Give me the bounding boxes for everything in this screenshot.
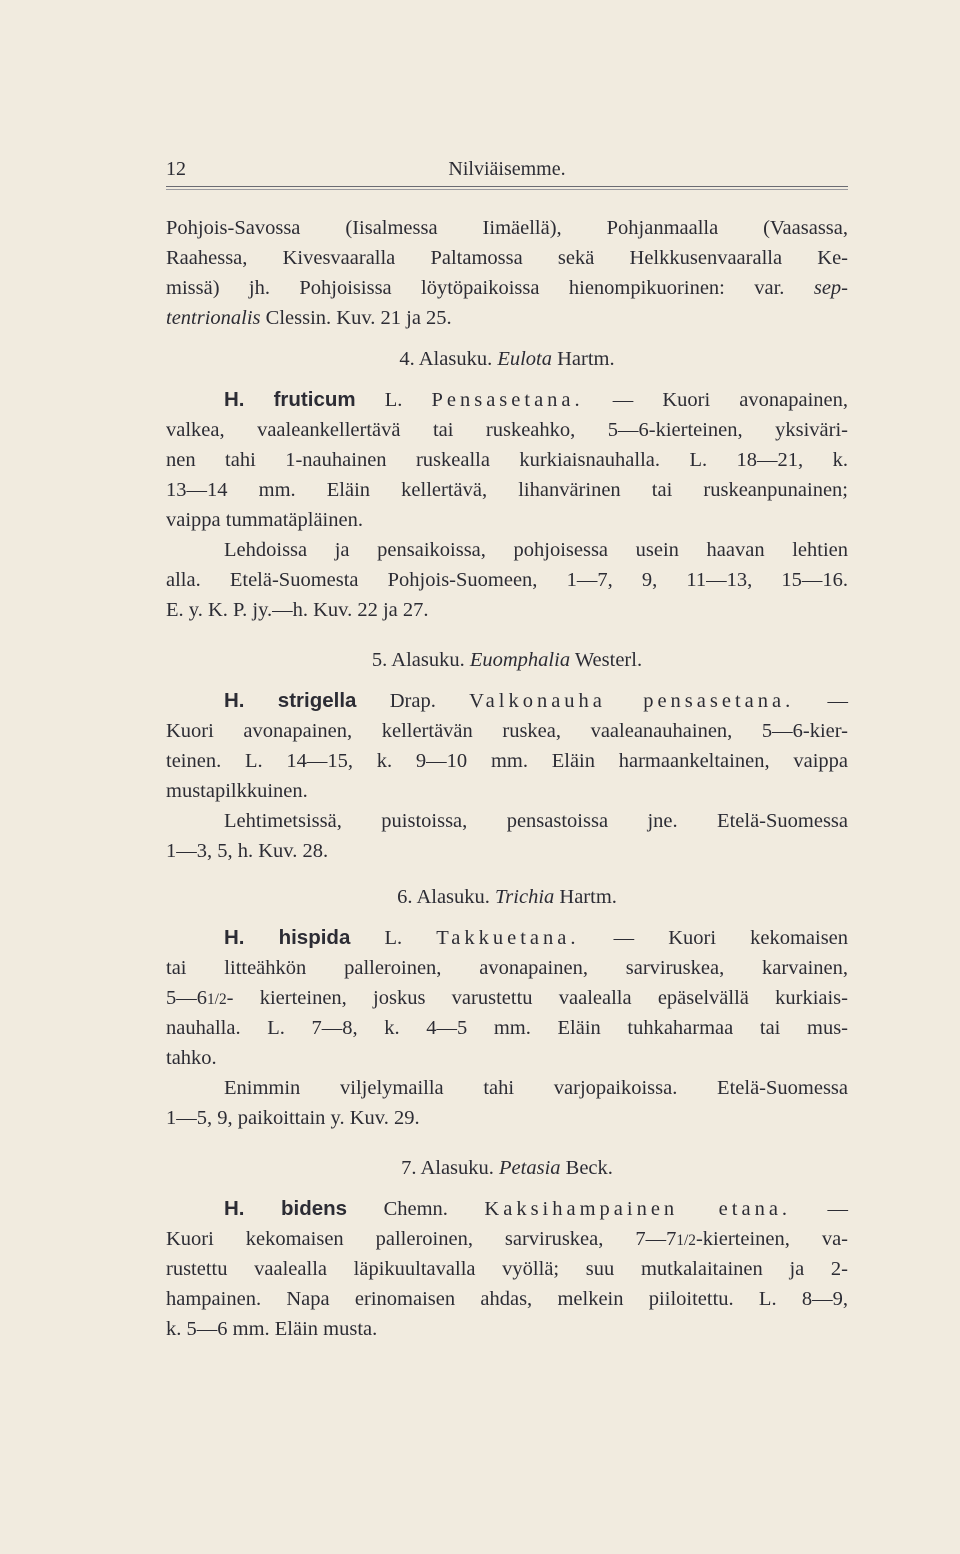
species-first-line: H. hispida L. Takkuetana. — Kuori kekomaisen (224, 926, 849, 949)
text-line: 1—5, 9, paikoittain y. Kuv. 29. (166, 1107, 420, 1129)
common-name: Takkuetana. (436, 927, 580, 949)
species-first-line: H. fruticum L. Pensasetana. — Kuori avonapainen, (224, 388, 849, 411)
species-entry-hispida (166, 923, 848, 1133)
species-name: fruticum (273, 388, 356, 411)
intro-paragraph (166, 213, 848, 333)
genus-abbrev: H. (224, 689, 245, 712)
text-line: Kuori kekomaisen palleroinen, sarviruskea, 7—71/2-kierteinen, va- (166, 1228, 848, 1250)
text-line: missä) jh. Pohjoisissa löytöpaikoissa hienompikuorinen: var. sep- (166, 277, 848, 299)
species-name: hispida (278, 926, 351, 949)
text-line: teinen. L. 14—15, k. 9—10 mm. Eläin harmaankeltainen, vaippa (166, 750, 848, 772)
text-line: vaippa tummatäpläinen. (166, 509, 363, 531)
common-name: Valkonauha pensasetana. (469, 690, 795, 712)
species-entry-fruticum (166, 385, 848, 625)
species-name: strigella (277, 689, 357, 712)
subgenus-heading: 5. Alasuku. Euomphalia Westerl. (371, 649, 643, 671)
page-body (166, 213, 848, 1344)
species-first-line: H. strigella Drap. Valkonauha pensasetana. — (224, 689, 849, 712)
subgenus-heading: 4. Alasuku. Eulota Hartm. (399, 348, 615, 370)
text-line: tai litteähkön palleroinen, avonapainen, sarviruskea, karvainen, (166, 957, 848, 979)
text-line: tentrionalis Clessin. Kuv. 21 ja 25. (166, 307, 452, 329)
text-line: mustapilkkuinen. (166, 780, 308, 802)
page-header (166, 158, 848, 188)
text-line: E. y. K. P. jy.—h. Kuv. 22 ja 27. (166, 599, 429, 621)
text-line: Lehtimetsissä, puistoissa, pensastoissa jne. Etelä-Suomessa (224, 810, 848, 832)
text-line: Raahessa, Kivesvaaralla Paltamossa sekä Helkkusenvaaralla Ke- (166, 247, 848, 269)
text-line: 1—3, 5, h. Kuv. 28. (166, 840, 329, 862)
text-line: 13—14 mm. Eläin kellertävä, lihanvärinen tai ruskeanpunainen; (166, 479, 848, 501)
common-name: Pensasetana. (431, 389, 584, 411)
species-name: bidens (281, 1197, 348, 1220)
genus-abbrev: H. (224, 388, 245, 411)
running-title: Nilviäisemme. (448, 158, 566, 180)
species-entry-bidens (166, 1194, 848, 1344)
species-entry-strigella (166, 686, 848, 866)
text-line: tahko. (166, 1047, 217, 1069)
text-line: Kuori avonapainen, kellertävän ruskea, vaaleanauhainen, 5—6-kier- (166, 720, 848, 742)
page-number: 12 (166, 158, 186, 180)
text-line: Enimmin viljelymailla tahi varjopaikoissa. Etelä-Suomessa (224, 1077, 848, 1099)
header-rule (166, 186, 848, 190)
text-line: hampainen. Napa erinomaisen ahdas, melkein piiloitettu. L. 8—9, (166, 1288, 848, 1310)
species-first-line: H. bidens Chemn. Kaksihampainen etana. — (224, 1197, 849, 1220)
text-line: nauhalla. L. 7—8, k. 4—5 mm. Eläin tuhkaharmaa tai mus- (166, 1017, 848, 1039)
text-line: k. 5—6 mm. Eläin musta. (166, 1318, 378, 1340)
genus-abbrev: H. (224, 926, 245, 949)
common-name: Kaksihampainen etana. (484, 1198, 792, 1220)
subgenus-heading: 7. Alasuku. Petasia Beck. (401, 1157, 613, 1179)
text-line: Lehdoissa ja pensaikoissa, pohjoisessa usein haavan lehtien (224, 539, 848, 561)
text-line: 5—61/2- kierteinen, joskus varustettu vaalealla epäselvällä kurkiais- (166, 987, 848, 1009)
text-line: alla. Etelä-Suomesta Pohjois-Suomeen, 1—7, 9, 11—13, 15—16. (166, 569, 848, 591)
text-line: valkea, vaaleankellertävä tai ruskeahko, 5—6-kierteinen, yksiväri- (166, 419, 848, 441)
text-line: Pohjois-Savossa (Iisalmessa Iimäellä), Pohjanmaalla (Vaasassa, (166, 217, 848, 239)
text-line: nen tahi 1-nauhainen ruskealla kurkiaisnauhalla. L. 18—21, k. (166, 449, 848, 471)
subgenus-heading: 6. Alasuku. Trichia Hartm. (397, 886, 617, 908)
text-line: rustettu vaalealla läpikuultavalla vyöllä; suu mutkalaitainen ja 2- (166, 1258, 848, 1280)
genus-abbrev: H. (224, 1197, 245, 1220)
